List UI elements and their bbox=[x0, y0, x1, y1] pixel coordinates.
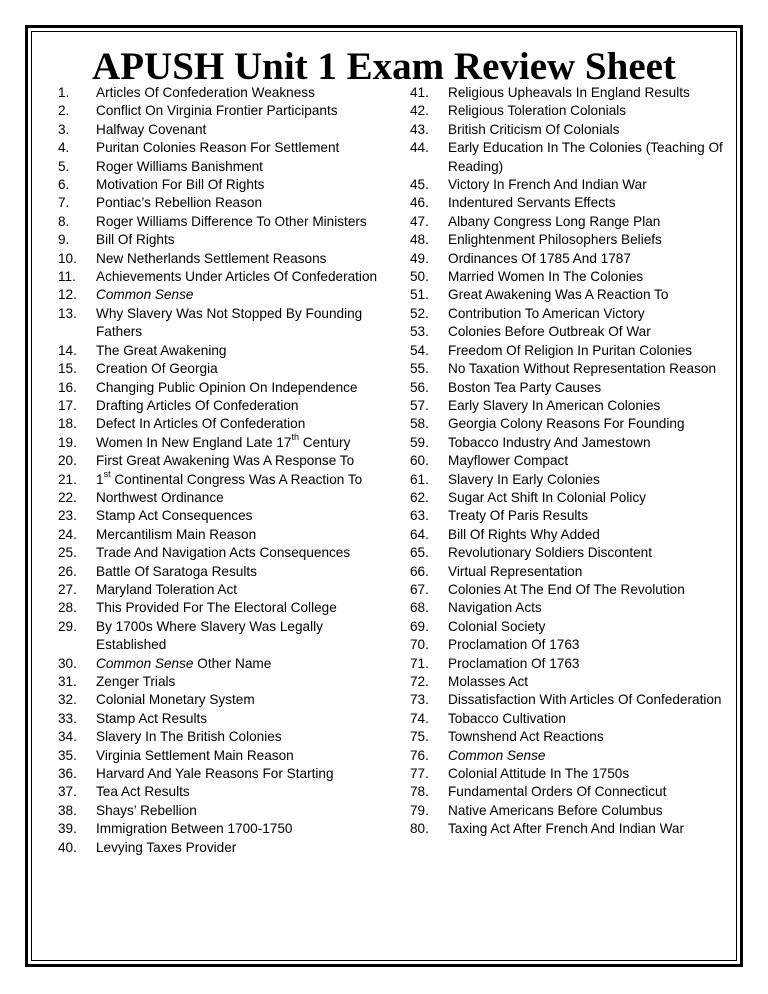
review-item bbox=[410, 121, 730, 139]
item-number: 41. bbox=[410, 85, 429, 100]
item-number: 55. bbox=[410, 361, 429, 377]
review-item bbox=[58, 747, 378, 765]
item-text: Halfway Covenant bbox=[96, 121, 207, 137]
item-number: 23. bbox=[58, 508, 77, 524]
item-text: Early Education In The Colonies (Teaching Of Reading) bbox=[448, 140, 723, 174]
item-text: This Provided For The Electoral College bbox=[96, 600, 337, 616]
item-text: Levying Taxes Provider bbox=[96, 839, 237, 855]
item-number: 29. bbox=[58, 618, 77, 634]
item-number: 66. bbox=[410, 563, 429, 579]
review-item bbox=[410, 250, 730, 268]
item-number: 67. bbox=[410, 581, 429, 597]
item-number: 8. bbox=[58, 213, 70, 229]
review-item bbox=[58, 176, 378, 194]
review-item bbox=[410, 765, 730, 783]
item-text: Freedom Of Religion In Puritan Colonies bbox=[448, 342, 693, 358]
item-number: 74. bbox=[410, 710, 429, 726]
review-item bbox=[58, 213, 378, 231]
item-text: Pontiac’s Rebellion Reason bbox=[96, 195, 262, 211]
item-number: 43. bbox=[410, 121, 429, 137]
item-number: 62. bbox=[410, 489, 429, 505]
item-text: Puritan Colonies Reason For Settlement bbox=[96, 140, 340, 156]
item-number: 73. bbox=[410, 692, 429, 708]
item-text: The Great Awakening bbox=[96, 342, 227, 358]
review-item bbox=[410, 655, 730, 673]
item-text: Tea Act Results bbox=[96, 784, 190, 800]
item-number: 44. bbox=[410, 140, 429, 156]
review-item bbox=[410, 231, 730, 249]
review-item bbox=[58, 563, 378, 581]
item-text: Tobacco Industry And Jamestown bbox=[448, 434, 651, 450]
item-number: 78. bbox=[410, 784, 429, 800]
item-text-part: 1 bbox=[96, 471, 104, 487]
item-text: Georgia Colony Reasons For Founding bbox=[448, 416, 685, 432]
item-text-part: Century bbox=[299, 434, 351, 450]
item-text: Virginia Settlement Main Reason bbox=[96, 747, 294, 763]
item-number: 70. bbox=[410, 637, 429, 653]
item-text: Maryland Toleration Act bbox=[96, 581, 238, 597]
item-number: 40. bbox=[58, 839, 77, 855]
item-number: 5. bbox=[58, 158, 70, 174]
item-text: Conflict On Virginia Frontier Participants bbox=[96, 103, 338, 119]
review-item bbox=[410, 139, 730, 176]
item-text: Dissatisfaction With Articles Of Confederation bbox=[448, 692, 722, 708]
item-number: 36. bbox=[58, 766, 77, 782]
item-number: 56. bbox=[410, 379, 429, 395]
item-number: 3. bbox=[58, 121, 70, 137]
review-item bbox=[410, 213, 730, 231]
item-text: Zenger Trials bbox=[96, 674, 176, 689]
review-item bbox=[58, 194, 378, 212]
item-text: Proclamation Of 1763 bbox=[448, 655, 580, 671]
review-item bbox=[58, 820, 378, 838]
item-number: 33. bbox=[58, 710, 77, 726]
review-item bbox=[58, 839, 378, 857]
review-item bbox=[58, 581, 378, 599]
item-number: 39. bbox=[58, 821, 77, 837]
item-text: Married Women In The Colonies bbox=[448, 269, 644, 285]
review-item bbox=[58, 158, 378, 176]
review-item bbox=[410, 618, 730, 636]
item-text: Stamp Act Consequences bbox=[96, 508, 253, 524]
item-text: Colonies Before Outbreak Of War bbox=[448, 324, 651, 340]
item-text: Battle Of Saratoga Results bbox=[96, 563, 257, 579]
item-text: Victory In French And Indian War bbox=[448, 177, 647, 193]
review-item bbox=[58, 250, 378, 268]
review-item bbox=[58, 360, 378, 378]
item-text: By 1700s Where Slavery Was Legally Established bbox=[96, 618, 323, 653]
review-item bbox=[58, 415, 378, 433]
item-number: 32. bbox=[58, 692, 77, 708]
item-number: 31. bbox=[58, 674, 77, 689]
item-number: 45. bbox=[410, 177, 429, 193]
item-text: Proclamation Of 1763 bbox=[448, 637, 580, 653]
item-number: 50. bbox=[410, 269, 429, 285]
review-item bbox=[58, 84, 378, 102]
item-text: Sugar Act Shift In Colonial Policy bbox=[448, 489, 646, 505]
review-item bbox=[58, 102, 378, 120]
item-text: Boston Tea Party Causes bbox=[448, 379, 602, 395]
review-item bbox=[410, 452, 730, 470]
item-text: Mayflower Compact bbox=[448, 453, 569, 469]
item-number: 51. bbox=[410, 287, 429, 303]
item-number: 17. bbox=[58, 397, 77, 413]
item-text: Stamp Act Results bbox=[96, 710, 208, 726]
item-number: 12. bbox=[58, 287, 77, 303]
review-item bbox=[58, 544, 378, 562]
review-item bbox=[410, 84, 730, 102]
review-item bbox=[58, 728, 378, 746]
item-text: Bill Of Rights Why Added bbox=[448, 526, 600, 542]
item-number: 60. bbox=[410, 453, 429, 469]
review-list-right-column bbox=[410, 84, 730, 839]
review-item bbox=[410, 691, 730, 709]
item-text: Native Americans Before Columbus bbox=[448, 802, 663, 818]
review-item bbox=[410, 820, 730, 838]
review-item bbox=[58, 471, 378, 489]
item-text: Early Slavery In American Colonies bbox=[448, 397, 661, 413]
review-item bbox=[58, 710, 378, 728]
item-text: No Taxation Without Representation Reason bbox=[448, 361, 717, 377]
item-text: Indentured Servants Effects bbox=[448, 195, 616, 211]
item-text: Roger Williams Difference To Other Ministers bbox=[96, 213, 367, 229]
item-text: Molasses Act bbox=[448, 674, 529, 689]
item-number: 61. bbox=[410, 471, 429, 487]
review-item bbox=[410, 176, 730, 194]
review-item bbox=[58, 526, 378, 544]
item-number: 57. bbox=[410, 397, 429, 413]
review-item bbox=[410, 489, 730, 507]
review-item bbox=[58, 765, 378, 783]
item-number: 11. bbox=[58, 269, 76, 285]
review-item bbox=[410, 360, 730, 378]
item-text-italic: Common Sense bbox=[96, 655, 194, 671]
review-item bbox=[410, 194, 730, 212]
item-text: Drafting Articles Of Confederation bbox=[96, 397, 299, 413]
item-number: 35. bbox=[58, 747, 77, 763]
item-text: Revolutionary Soldiers Discontent bbox=[448, 545, 653, 561]
item-text: Bill Of Rights bbox=[96, 232, 175, 248]
item-text bbox=[96, 656, 271, 671]
item-text: Fundamental Orders Of Connecticut bbox=[448, 784, 667, 800]
item-text: British Criticism Of Colonials bbox=[448, 121, 620, 137]
item-text: Navigation Acts bbox=[448, 600, 542, 616]
item-number: 34. bbox=[58, 729, 77, 745]
review-item bbox=[410, 415, 730, 433]
item-number: 16. bbox=[58, 379, 77, 395]
review-item bbox=[58, 655, 378, 673]
review-item bbox=[410, 102, 730, 120]
item-number: 22. bbox=[58, 489, 77, 505]
item-number: 28. bbox=[58, 600, 77, 616]
item-text: Slavery In Early Colonies bbox=[448, 471, 600, 487]
review-item bbox=[410, 544, 730, 562]
review-item bbox=[58, 121, 378, 139]
item-text: Defect In Articles Of Confederation bbox=[96, 416, 306, 432]
item-text: Slavery In The British Colonies bbox=[96, 729, 282, 745]
review-item bbox=[410, 747, 730, 765]
item-text: Townshend Act Reactions bbox=[448, 729, 604, 745]
item-text: Colonial Monetary System bbox=[96, 692, 255, 708]
review-item bbox=[410, 802, 730, 820]
item-number: 53. bbox=[410, 324, 429, 340]
item-text: Mercantilism Main Reason bbox=[96, 526, 257, 542]
page-title: APUSH Unit 1 Exam Review Sheet bbox=[92, 45, 676, 88]
item-text: Contribution To American Victory bbox=[448, 305, 645, 321]
item-text: Tobacco Cultivation bbox=[448, 710, 566, 726]
item-text: Great Awakening Was A Reaction To bbox=[448, 287, 669, 303]
item-text: Ordinances Of 1785 And 1787 bbox=[448, 250, 631, 266]
item-text: Why Slavery Was Not Stopped By Founding Fathers bbox=[96, 305, 363, 340]
item-number: 1. bbox=[58, 85, 70, 100]
item-number: 20. bbox=[58, 453, 77, 469]
item-number: 27. bbox=[58, 581, 77, 597]
item-text: Trade And Navigation Acts Consequences bbox=[96, 545, 351, 561]
review-item bbox=[410, 342, 730, 360]
item-text: Motivation For Bill Of Rights bbox=[96, 177, 265, 193]
review-item bbox=[410, 673, 730, 691]
review-item bbox=[410, 599, 730, 617]
review-item bbox=[58, 783, 378, 801]
item-number: 13. bbox=[58, 305, 77, 321]
item-text: Treaty Of Paris Results bbox=[448, 508, 588, 524]
item-text: Colonial Society bbox=[448, 618, 546, 634]
item-text: Changing Public Opinion On Independence bbox=[96, 379, 358, 395]
review-item bbox=[410, 783, 730, 801]
item-text-part: Other Name bbox=[193, 655, 272, 671]
review-item bbox=[410, 379, 730, 397]
item-text: Roger Williams Banishment bbox=[96, 158, 263, 174]
item-number: 65. bbox=[410, 545, 429, 561]
review-item bbox=[58, 673, 378, 691]
item-number: 72. bbox=[410, 674, 429, 689]
item-number: 64. bbox=[410, 526, 429, 542]
item-number: 68. bbox=[410, 600, 429, 616]
item-number: 52. bbox=[410, 305, 429, 321]
item-text-part: Continental Congress Was A Reaction To bbox=[110, 471, 363, 487]
review-item bbox=[410, 305, 730, 323]
review-item bbox=[410, 434, 730, 452]
review-item bbox=[58, 691, 378, 709]
item-text: Religious Upheavals In England Results bbox=[448, 85, 690, 100]
item-number: 18. bbox=[58, 416, 77, 432]
item-number: 15. bbox=[58, 361, 77, 377]
item-number: 38. bbox=[58, 802, 77, 818]
item-number: 6. bbox=[58, 177, 70, 193]
item-text: Northwest Ordinance bbox=[96, 489, 224, 505]
item-text-superscript: th bbox=[291, 432, 299, 443]
review-item bbox=[58, 342, 378, 360]
item-text bbox=[96, 469, 363, 487]
review-item bbox=[58, 286, 378, 304]
item-number: 24. bbox=[58, 526, 77, 542]
item-number: 80. bbox=[410, 821, 429, 837]
item-number: 47. bbox=[410, 213, 429, 229]
item-number: 71. bbox=[410, 655, 429, 671]
item-text: New Netherlands Settlement Reasons bbox=[96, 250, 327, 266]
review-item bbox=[410, 268, 730, 286]
item-number: 19. bbox=[58, 434, 77, 450]
item-number: 7. bbox=[58, 195, 70, 211]
item-text bbox=[96, 287, 193, 302]
item-number: 46. bbox=[410, 195, 429, 211]
item-text: Articles Of Confederation Weakness bbox=[96, 85, 315, 100]
review-item bbox=[58, 489, 378, 507]
item-text: Achievements Under Articles Of Confederation bbox=[96, 269, 378, 285]
item-text: Taxing Act After French And Indian War bbox=[448, 821, 684, 837]
item-text: Colonies At The End Of The Revolution bbox=[448, 581, 685, 597]
item-number: 30. bbox=[58, 655, 77, 671]
item-number: 4. bbox=[58, 140, 70, 156]
item-text: Albany Congress Long Range Plan bbox=[448, 213, 661, 229]
review-item bbox=[58, 599, 378, 617]
item-number: 76. bbox=[410, 747, 429, 763]
item-number: 77. bbox=[410, 766, 429, 782]
review-item bbox=[410, 507, 730, 525]
review-item bbox=[58, 268, 378, 286]
item-text: Religious Toleration Colonials bbox=[448, 103, 627, 119]
review-item bbox=[58, 434, 378, 452]
review-item bbox=[58, 618, 378, 655]
review-item bbox=[58, 139, 378, 157]
item-number: 42. bbox=[410, 103, 429, 119]
review-item bbox=[58, 231, 378, 249]
item-number: 58. bbox=[410, 416, 429, 432]
item-number: 48. bbox=[410, 232, 429, 248]
item-number: 25. bbox=[58, 545, 77, 561]
review-item bbox=[410, 323, 730, 341]
review-item bbox=[410, 710, 730, 728]
review-item bbox=[58, 802, 378, 820]
item-text: Immigration Between 1700-1750 bbox=[96, 821, 293, 837]
item-number: 9. bbox=[58, 232, 70, 248]
item-number: 79. bbox=[410, 802, 429, 818]
item-text: First Great Awakening Was A Response To bbox=[96, 453, 355, 469]
item-text: Shays’ Rebellion bbox=[96, 802, 197, 818]
review-item bbox=[410, 526, 730, 544]
review-item bbox=[58, 397, 378, 415]
review-item bbox=[410, 286, 730, 304]
item-number: 63. bbox=[410, 508, 429, 524]
item-text: Virtual Representation bbox=[448, 563, 583, 579]
item-text: Harvard And Yale Reasons For Starting bbox=[96, 766, 334, 782]
review-list-left-column bbox=[58, 84, 378, 857]
item-text: Creation Of Georgia bbox=[96, 361, 218, 377]
item-text-italic: Common Sense bbox=[448, 747, 546, 763]
item-text-part: Women In New England Late 17 bbox=[96, 434, 292, 450]
review-item bbox=[410, 471, 730, 489]
review-item bbox=[58, 379, 378, 397]
item-number: 69. bbox=[410, 618, 429, 634]
review-item bbox=[410, 581, 730, 599]
item-number: 26. bbox=[58, 563, 77, 579]
review-item bbox=[58, 507, 378, 525]
item-number: 21. bbox=[58, 471, 77, 487]
item-text: Enlightenment Philosophers Beliefs bbox=[448, 232, 662, 248]
review-item bbox=[410, 397, 730, 415]
item-number: 10. bbox=[58, 250, 77, 266]
item-text bbox=[96, 432, 351, 450]
review-item bbox=[58, 452, 378, 470]
item-text-superscript: st bbox=[103, 469, 111, 479]
item-number: 75. bbox=[410, 729, 429, 745]
review-item bbox=[58, 305, 378, 342]
item-number: 14. bbox=[58, 342, 77, 358]
review-item bbox=[410, 636, 730, 654]
item-text bbox=[448, 748, 545, 763]
review-item bbox=[410, 563, 730, 581]
item-text-italic: Common Sense bbox=[96, 287, 194, 303]
item-number: 59. bbox=[410, 434, 429, 450]
item-number: 54. bbox=[410, 342, 429, 358]
item-number: 2. bbox=[58, 103, 70, 119]
item-text: Colonial Attitude In The 1750s bbox=[448, 766, 630, 782]
review-item bbox=[410, 728, 730, 746]
item-number: 49. bbox=[410, 250, 429, 266]
item-number: 37. bbox=[58, 784, 77, 800]
